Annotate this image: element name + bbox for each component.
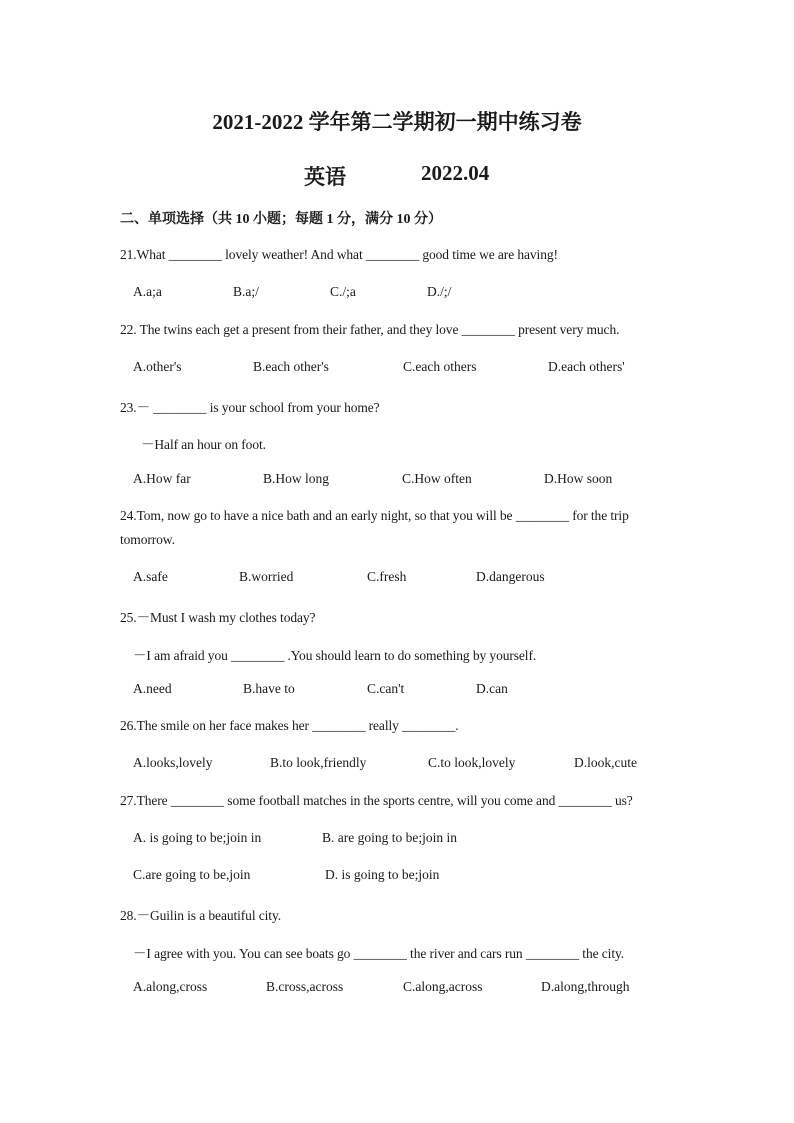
question-28: 28.－Guilin is a beautiful city.: [120, 908, 281, 923]
q25-option-a: A.need: [133, 681, 172, 696]
q25-reply: －I am afraid you ________ .You should learn to do something by yourself.: [133, 648, 537, 663]
q21-option-d: D./;/: [427, 284, 452, 299]
question-23: 23.－ ________ is your school from your home?: [120, 400, 380, 415]
subject-label: 英语: [304, 165, 346, 189]
q23-option-d: D.How soon: [544, 471, 613, 486]
question-27: 27.There ________ some football matches in the sports centre, will you come and ________ us?: [120, 793, 633, 808]
q24-option-c: C.fresh: [367, 569, 407, 584]
q22-option-a: A.other's: [133, 359, 182, 374]
q22-option-c: C.each others: [403, 359, 477, 374]
q24-option-a: A.safe: [133, 569, 168, 584]
q28-option-d: D.along,through: [541, 979, 630, 994]
q27-option-c: C.are going to be,join: [133, 867, 251, 882]
q24-option-b: B.worried: [239, 569, 294, 584]
q25-option-b: B.have to: [243, 681, 295, 696]
question-26: 26.The smile on her face makes her ________ really ________.: [120, 718, 459, 733]
q26-option-b: B.to look,friendly: [270, 755, 367, 770]
q21-option-b: B.a;/: [233, 284, 259, 299]
q27-option-b: B. are going to be;join in: [322, 830, 457, 845]
q28-reply: －I agree with you. You can see boats go ________ the river and cars run ________ the city.: [133, 946, 625, 961]
q25-option-c: C.can't: [367, 681, 405, 696]
q27-option-d: D. is going to be;join: [325, 867, 440, 882]
q25-option-d: D.can: [476, 681, 508, 696]
question-22: 22. The twins each get a present from their father, and they love ________ present very much.: [120, 322, 620, 337]
q23-option-b: B.How long: [263, 471, 330, 486]
question-25: 25.－Must I wash my clothes today?: [120, 610, 316, 625]
q22-option-d: D.each others': [548, 359, 625, 374]
q22-option-b: B.each other's: [253, 359, 329, 374]
q27-option-a: A. is going to be;join in: [133, 830, 262, 845]
q28-option-b: B.cross,across: [266, 979, 344, 994]
q28-option-c: C.along,across: [403, 979, 483, 994]
q26-option-a: A.looks,lovely: [133, 755, 213, 770]
question-24-continued: tomorrow.: [120, 532, 175, 547]
q26-option-d: D.look,cute: [574, 755, 637, 770]
section-heading: 二、单项选择（共 10 小题；每题 1 分，满分 10 分）: [120, 212, 442, 227]
exam-date: 2022.04: [421, 161, 490, 185]
q23-option-c: C.How often: [402, 471, 472, 486]
q28-option-a: A.along,cross: [133, 979, 208, 994]
q23-reply: －Half an hour on foot.: [141, 437, 266, 452]
q23-option-a: A.How far: [133, 471, 191, 486]
q26-option-c: C.to look,lovely: [428, 755, 516, 770]
q21-option-c: C./;a: [330, 284, 356, 299]
q24-option-d: D.dangerous: [476, 569, 545, 584]
question-21: 21.What ________ lovely weather! And what ________ good time we are having!: [120, 247, 558, 262]
exam-title: 2021-2022 学年第二学期初一期中练习卷: [212, 110, 582, 134]
question-24: 24.Tom, now go to have a nice bath and an early night, so that you will be ________ for the trip: [120, 508, 629, 523]
q21-option-a: A.a;a: [133, 284, 162, 299]
